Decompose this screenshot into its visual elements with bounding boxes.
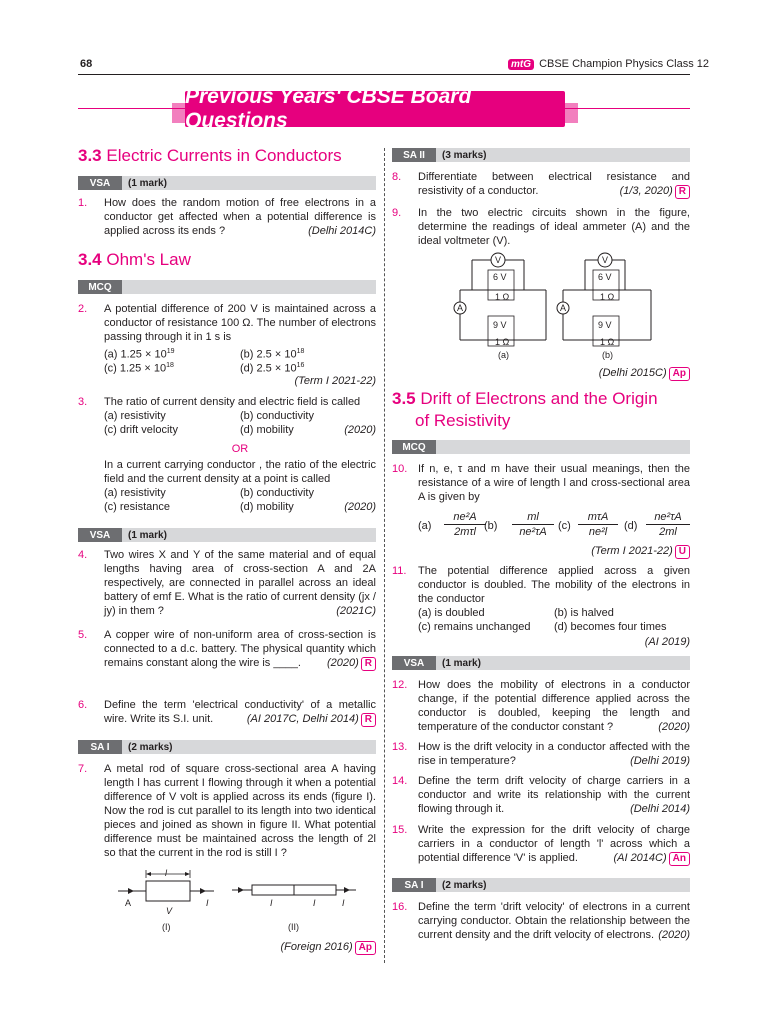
marks-label: (2 marks) <box>442 879 487 891</box>
question-13: 13. How is the drift velocity in a conductor affected with the rise in temperature? (Delhi 2019) <box>392 741 690 767</box>
question-1: 1. How does the random motion of free electrons in a conductor get affected when a potential difference is applied across its ends ? (Delhi 2014C) <box>78 197 376 237</box>
mcq-tag: MCQ <box>78 280 122 294</box>
apply-badge: Ap <box>669 367 690 381</box>
question-12: 12. How does the mobility of electrons in a conductor change, if the potential difference applied across the conductor is doubled, keeping the length and temperature of the conductor constant ? (2020) <box>392 679 690 733</box>
page-number: 68 <box>80 58 93 70</box>
marks-label: (1 mark) <box>128 529 167 541</box>
analyse-badge: An <box>669 852 690 866</box>
section-heading: 3.4 Ohm's Law <box>78 250 191 269</box>
question-7: 7. A metal rod of square cross-sectional area A having length l has current I flowing through it when a potential difference of V volt is applied across its ends (figure I). Now the rod is cut parallel to its length into two identical pieces and joined as shown in figure II. What potential difference must be maintained across the length of 2l so that the current in the rod is still I ? <box>78 763 376 859</box>
question-type-bar <box>78 280 376 294</box>
question-10: 10. If n, e, τ and m have their usual meanings, then the resistance of a wire of length l and cross-sectional area A is given by (a) ne²A 2mτl (b) ml ne²τA (c) mτA ne²l (d) ne²τA 2ml (Term I 2021-22) U <box>392 463 690 557</box>
marks-label: (2 marks) <box>128 741 173 753</box>
question-type-bar <box>392 148 690 162</box>
question-15: 15. Write the expression for the drift velocity of charge carriers in a conductor of length 'l' across which a potential difference 'V' is applied. (AI 2014C) An <box>392 824 690 864</box>
question-7-source: (Foreign 2016) Ap <box>230 940 376 955</box>
marks-label: (3 marks) <box>442 149 487 161</box>
apply-badge: Ap <box>355 941 376 955</box>
question-11: 11. The potential difference applied across a given conductor is doubled. The mobility of the electrons in the conductor (a) is doubled (b) is halved (c) remains unchanged (d) becomes four times (AI 2019) <box>392 565 690 648</box>
banner-line-right <box>562 108 690 109</box>
mtg-logo: mtG <box>508 59 534 70</box>
question-type-bar <box>392 878 690 892</box>
question-type-bar <box>78 176 376 190</box>
column-divider <box>384 148 385 963</box>
section-heading: 3.3 Electric Currents in Conductors <box>78 146 342 165</box>
question-9-source: (Delhi 2015C) Ap <box>392 366 690 381</box>
marks-label: (1 mark) <box>128 177 167 189</box>
question-type-bar <box>392 440 690 454</box>
understand-badge: U <box>675 545 690 559</box>
question-9: 9. In the two electric circuits shown in the figure, determine the readings of ideal ammeter (A) and the ideal voltmeter (V). <box>392 207 690 247</box>
question-2: 2. A potential difference of 200 V is maintained across a conductor of resistance 100 Ω. The number of electrons passing through it in 1 s is (a) $1.25 \times 10^{19}$ (b) $2.5 \times 10^{18}$ (c) $1.25 \times 10^{18}$ (d) $2.5 \times 10^{16}$ (Term I 2021-22) <box>78 303 376 387</box>
question-5: 5. A copper wire of non-uniform area of cross-section is connected to a d.c. battery. The physical quantity which remains constant along the wire is ____. (2020) R <box>78 629 376 669</box>
question-8: 8. Differentiate between electrical resistance and resistivity of a conductor. (1/3, 2020) R <box>392 171 690 197</box>
vsa-tag: VSA <box>78 176 122 190</box>
mcq-tag: MCQ <box>392 440 436 454</box>
question-14: 14. Define the term drift velocity of charge carriers in a conductor and write its relationship with the current flowing through it. (Delhi 2014) <box>392 775 690 815</box>
question-4: 4. Two wires X and Y of the same material and of equal lengths having area of cross-section A and 2A respectively, are connected in parallel across an ideal battery of emf E. What is the ratio of current density (jx / jy) in them ? (2021C) <box>78 549 376 617</box>
question-type-bar <box>78 740 376 754</box>
recall-badge: R <box>675 185 690 199</box>
recall-badge: R <box>361 713 376 727</box>
rod-figure-2 <box>230 880 360 910</box>
question-type-bar <box>78 528 376 542</box>
recall-badge: R <box>361 657 376 671</box>
sa2-tag: SA II <box>392 148 436 162</box>
book-title: CBSE Champion Physics Class 12 <box>539 58 710 70</box>
banner-title: Previous Years' CBSE Board Questions <box>185 85 472 132</box>
vsa-tag: VSA <box>78 528 122 542</box>
marks-label: (1 mark) <box>442 657 481 669</box>
question-3: 3. The ratio of current density and electric field is called (a) resistivity (b) conductivity (c) drift velocity (d) mobility (2020) OR In a current carrying conductor , the ratio of the electric field and the current density at a point is called (a) resistivity (b) conductivity (c) resistance (d) mobility (2020) <box>78 396 376 513</box>
question-6: 6. Define the term 'electrical conductivity' of a metallic wire. Write its S.I. unit. (AI 2017C, Delhi 2014) R <box>78 699 376 725</box>
header-rule <box>78 74 690 75</box>
question-type-bar <box>392 656 690 670</box>
vsa-tag: VSA <box>392 656 436 670</box>
book-header <box>508 58 709 70</box>
sa1-tag: SA I <box>392 878 436 892</box>
sa1-tag: SA I <box>78 740 122 754</box>
section-banner <box>185 85 565 132</box>
question-16: 16. Define the term 'drift velocity' of electrons in a current carrying conductor. Obtain the relationship between the current density and the drift velocity of electrons. (2020) <box>392 901 690 941</box>
section-heading: 3.5 Drift of Electrons and the Origin of Resistivity <box>392 389 658 430</box>
